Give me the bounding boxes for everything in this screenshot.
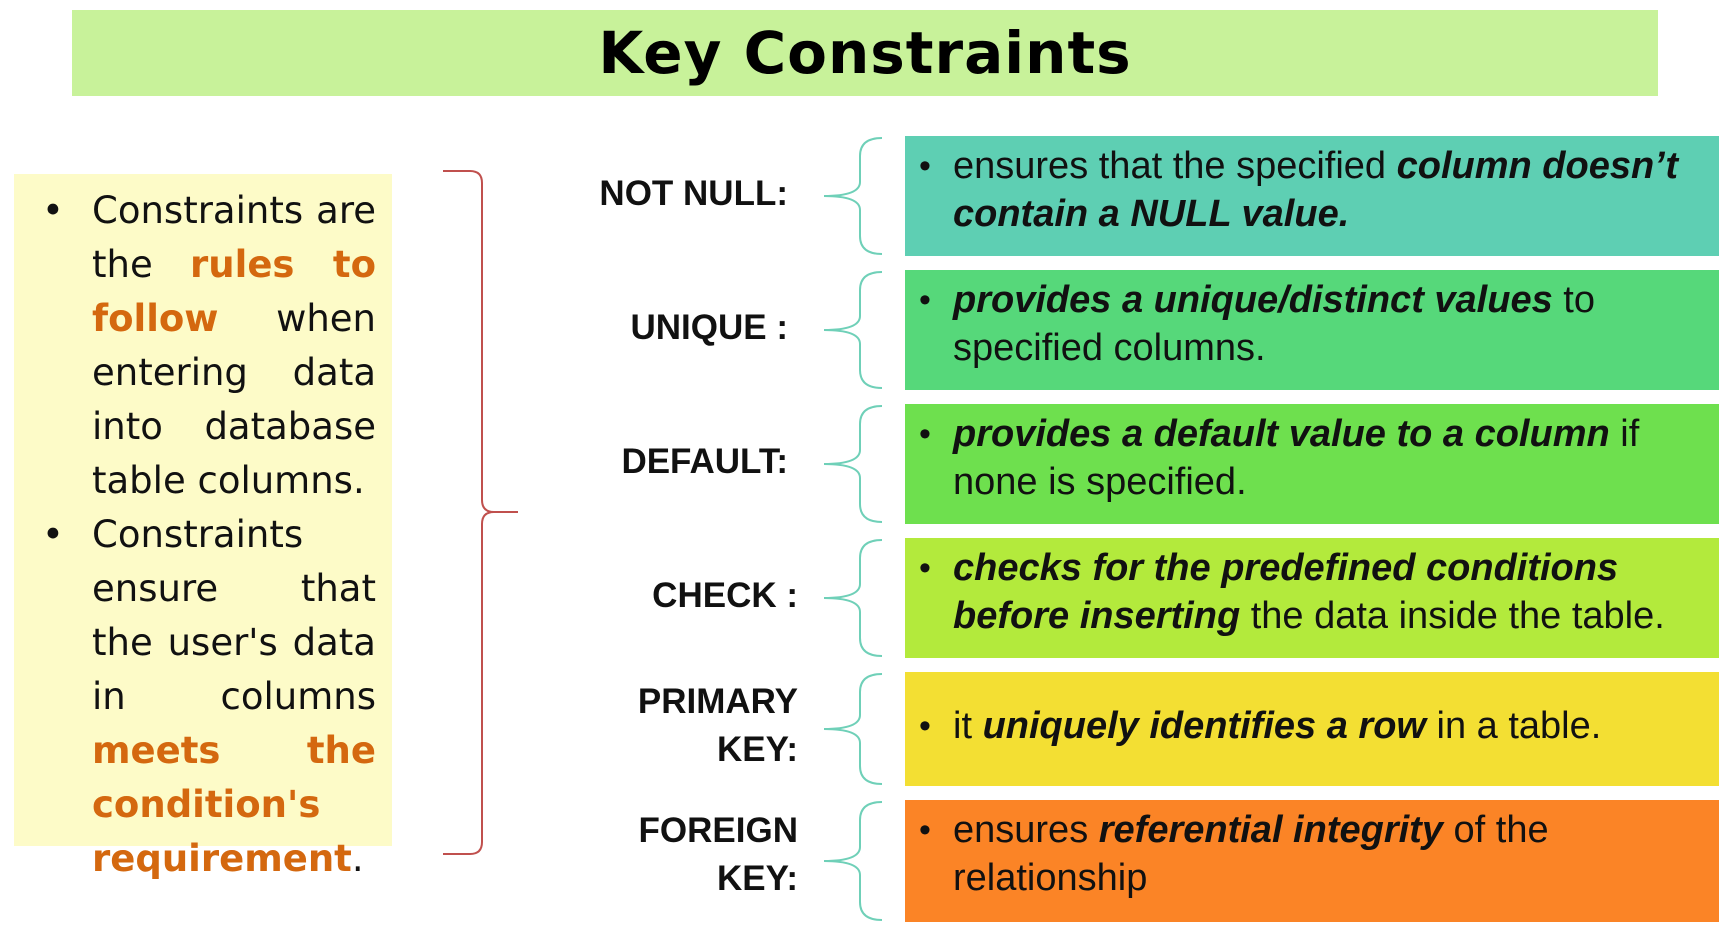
bullet-dot: • [919, 707, 931, 745]
page-title: Key Constraints [598, 19, 1132, 87]
constraint-definition: • provides a default value to a column if none is specified. [905, 404, 1719, 524]
bullet-dot: • [919, 147, 931, 185]
small-brace [824, 272, 882, 388]
constraint-label: CHECK : [652, 576, 798, 615]
small-brace [824, 674, 882, 784]
constraint-definition: • checks for the predefined conditions before inserting the data inside the table. [905, 538, 1719, 658]
definition-text: Constraints are the rules to follow when entering data into database table columns. [92, 189, 376, 502]
constraint-label: FOREIGN KEY: [638, 811, 798, 898]
bullet-dot: • [919, 415, 931, 453]
highlight-text: meets the condition's requirement [92, 729, 376, 880]
bullet-dot: • [919, 549, 931, 587]
big-brace [443, 171, 518, 854]
constraint-definition: • ensures referential integrity of the relationship [905, 800, 1719, 922]
constraint-definition: • ensures that the specified column doesn’t contain a NULL value. [905, 136, 1719, 256]
small-brace [824, 540, 882, 656]
constraint-label: NOT NULL: [599, 174, 788, 213]
small-brace [824, 138, 882, 254]
constraint-label: UNIQUE : [630, 308, 788, 347]
bullet-dot: • [42, 513, 64, 556]
highlight-text: rules to follow [92, 243, 376, 340]
definition-text: Constraints ensure that the user's data in columns meets the condition's requirement. [92, 513, 376, 880]
constraint-definition: • it uniquely identifies a row in a table. [905, 672, 1719, 786]
small-brace [824, 802, 882, 920]
constraint-label: PRIMARY KEY: [637, 682, 798, 769]
small-brace [824, 406, 882, 522]
bullet-dot: • [919, 281, 931, 319]
constraint-definition: • provides a unique/distinct values to specified columns. [905, 270, 1719, 390]
constraint-label: DEFAULT: [621, 442, 788, 481]
bullet-dot: • [42, 189, 64, 232]
bullet-dot: • [919, 811, 931, 849]
